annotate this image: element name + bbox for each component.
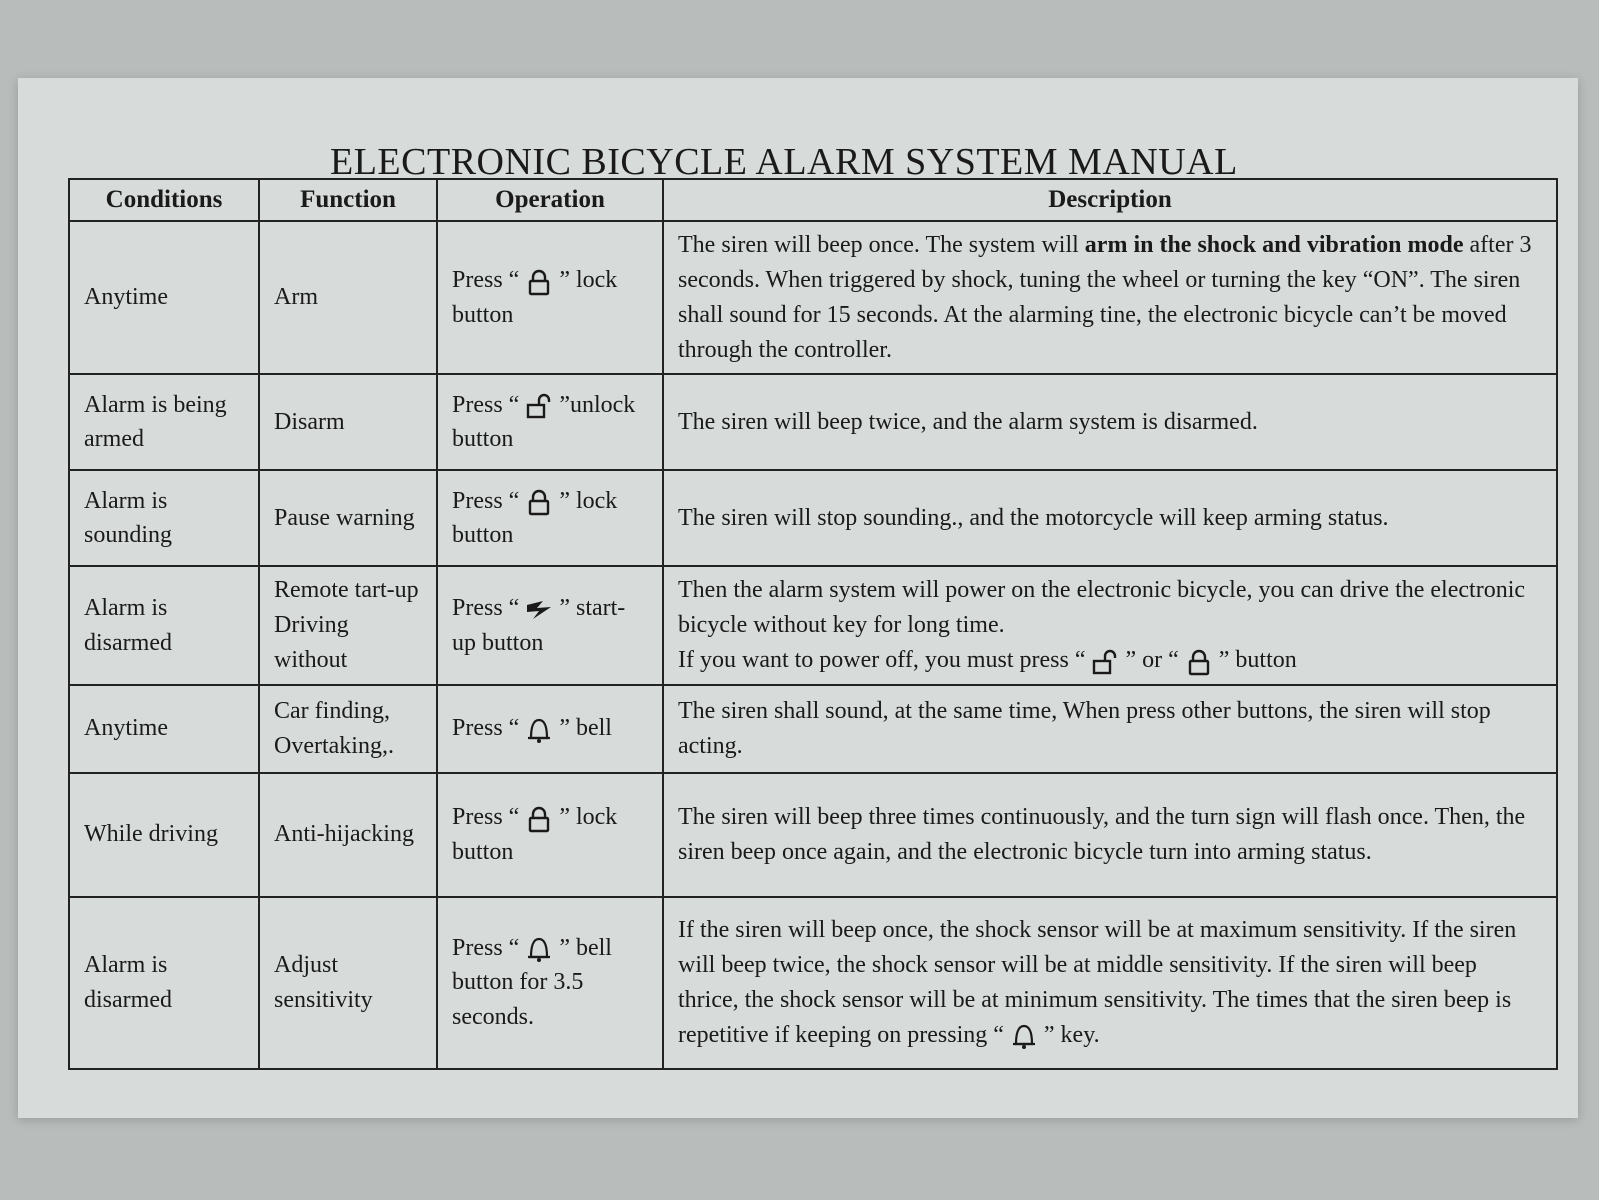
function-cell: Pause warning (259, 470, 437, 566)
lightning-icon (525, 595, 553, 623)
description-text-part: If you want to power off, you must press “ (678, 647, 1086, 674)
header-description: Description (663, 179, 1557, 221)
table-row (69, 685, 1557, 773)
description-cell: The siren shall sound, at the same time, When press other buttons, the siren will stop acting. (663, 685, 1557, 773)
description-cell: The siren will stop sounding., and the motorcycle will keep arming status. (663, 470, 1557, 566)
function-cell: Disarm (259, 374, 437, 470)
operation-text: ” start-up button (452, 594, 626, 656)
bell-icon (525, 716, 553, 744)
bell-icon (1010, 1022, 1038, 1050)
condition-cell: Anytime (69, 221, 259, 374)
description-cell (663, 221, 1557, 374)
lock-icon (1185, 648, 1213, 676)
operation-cell (437, 685, 663, 773)
operation-cell (437, 374, 663, 470)
table-row (69, 773, 1557, 897)
operation-cell (437, 897, 663, 1069)
operation-text: ” lock button (452, 487, 618, 549)
manual-title: ELECTRONIC BICYCLE ALARM SYSTEM MANUAL (330, 141, 1238, 183)
description-text: The siren will beep once. The system will (678, 232, 1085, 259)
unlock-icon (1091, 648, 1119, 676)
operation-text: ” lock button (452, 267, 618, 328)
lock-icon (525, 488, 553, 516)
operation-text: Press “ (452, 934, 520, 961)
header-function: Function (259, 179, 437, 221)
operation-cell (437, 773, 663, 897)
description-bold-text: arm in the shock and vibration mode (1084, 232, 1464, 259)
description-cell: The siren will beep twice, and the alarm system is disarmed. (663, 374, 1557, 470)
operation-text: Press “ (452, 267, 520, 294)
condition-cell: Anytime (69, 685, 259, 773)
operation-text: ”unlock button (452, 391, 636, 453)
operation-text: ” bell (559, 715, 612, 742)
description-text-part: ” button (1218, 647, 1297, 674)
description-cell (663, 566, 1557, 684)
operation-text: ” bell button for 3.5 seconds. (452, 934, 612, 1031)
condition-cell: Alarm is disarmed (69, 566, 259, 684)
description-cell (663, 897, 1557, 1069)
header-operation: Operation (437, 179, 663, 221)
description-text: ” key. (1043, 1021, 1100, 1048)
condition-cell: Alarm is being armed (69, 374, 259, 470)
operation-text: Press “ (452, 391, 520, 418)
function-cell: Adjust sensitivity (259, 897, 437, 1069)
header-conditions: Conditions (69, 179, 259, 221)
function-cell: Car finding, Overtaking,. (259, 685, 437, 773)
operation-text: Press “ (452, 804, 520, 831)
description-text: If the siren will beep once, the shock sensor will be at maximum sensitivity. If the siren will beep twice, the shock sensor will be at middle sensitivity. If the siren will beep thrice, the shock sensor will be at minimum sensitivity. The times that the siren beep is repetitive if keeping on pressing “ (678, 917, 1517, 1048)
lock-icon (525, 805, 553, 833)
description-text: Then the alarm system will power on the electronic bicycle, you can drive the electronic bicycle without key for long time. (678, 577, 1526, 639)
description-text: after 3 seconds. When triggered by shock, tuning the wheel or turning the key “ON”. The siren shall sound for 15 seconds. At the alarming tine, the electronic bicycle can’t be moved through the controller. (678, 232, 1532, 363)
unlock-icon (525, 392, 553, 420)
operation-text: Press “ (452, 594, 520, 621)
table-row (69, 470, 1557, 566)
function-cell: Arm (259, 221, 437, 374)
condition-cell: Alarm is disarmed (69, 897, 259, 1069)
operation-cell (437, 221, 663, 374)
table-row (69, 566, 1557, 684)
header-row (69, 179, 1557, 221)
lock-icon (525, 268, 553, 296)
table-row (69, 221, 1557, 374)
table-row (69, 897, 1557, 1069)
condition-cell: While driving (69, 773, 259, 897)
description-text (678, 643, 1542, 678)
operation-cell (437, 566, 663, 684)
description-text-part: ” or “ (1125, 647, 1179, 674)
bell-icon (525, 935, 553, 963)
operation-text: ” lock button (452, 804, 618, 865)
description-cell: The siren will beep three times continuously, and the turn sign will flash once. Then, the siren beep once again, and the electronic bicycle turn into arming status. (663, 773, 1557, 897)
table-row (69, 374, 1557, 470)
function-cell: Anti-hijacking (259, 773, 437, 897)
operation-text: Press “ (452, 715, 520, 742)
function-cell: Remote tart-up Driving without (259, 566, 437, 684)
operation-cell (437, 470, 663, 566)
condition-cell: Alarm is sounding (69, 470, 259, 566)
manual-table (68, 178, 1558, 1070)
operation-text: Press “ (452, 487, 520, 514)
